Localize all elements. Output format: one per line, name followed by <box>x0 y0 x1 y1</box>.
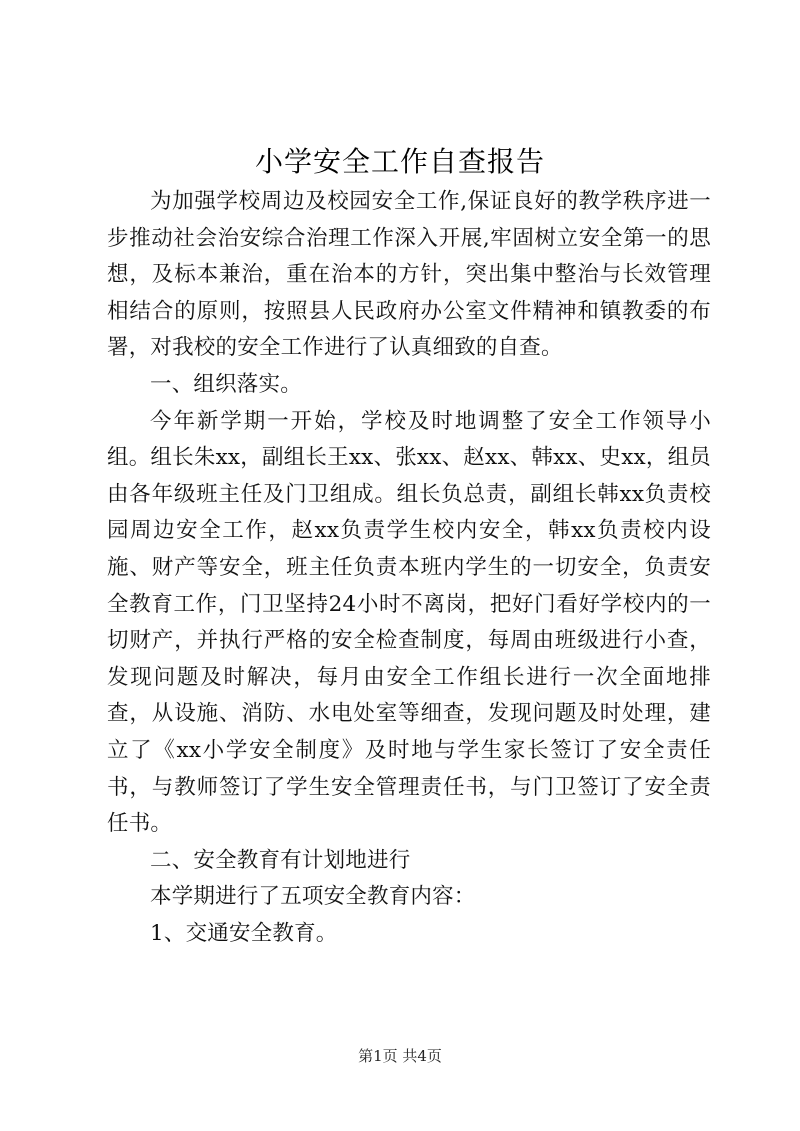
organization-paragraph: 今年新学期一开始，学校及时地调整了安全工作领导小组。组长朱xx，副组长王xx、张xx、赵xx、韩xx、史xx，组员由各年级班主任及门卫组成。组长负总责，副组长韩xx负责校园周边安全工作，赵xx负责学生校内安全，韩xx负责校内设施、财产等安全，班主任负责本班内学生的一切安全，负责安全教育工作，门卫坚持24小时不离岗，把好门看好学校内的一切财产，并执行严格的安全检查制度，每周由班级进行小查，发现问题及时解决，每月由安全工作组长进行一次全面地排查，从设施、消防、水电处室等细查，发现问题及时处理，建立了《xx小学安全制度》及时地与学生家长签订了安全责任书，与教师签订了学生安全管理责任书，与门卫签订了安全责任书。 <box>107 408 711 837</box>
list-item-traffic-safety: 1、交通安全教育。 <box>150 920 338 946</box>
education-intro-paragraph: 本学期进行了五项安全教育内容： <box>150 884 476 910</box>
section-heading-safety-education: 二、安全教育有计划地进行 <box>150 847 411 873</box>
document-title: 小学安全工作自查报告 <box>254 145 545 178</box>
intro-paragraph: 为加强学校周边及校园安全工作,保证良好的教学秩序进一步推动社会治安综合治理工作深入开展,牢固树立安全第一的思想，及标本兼治，重在治本的方针，突出集中整治与长效管理相结合的原则，按照县人民政府办公室文件精神和镇教委的布署，对我校的安全工作进行了认真细致的自查。 <box>107 189 711 361</box>
document-body <box>107 184 711 952</box>
page-footer: 第1页 共4页 <box>358 1047 442 1065</box>
section-heading-organization: 一、组织落实。 <box>150 371 302 397</box>
